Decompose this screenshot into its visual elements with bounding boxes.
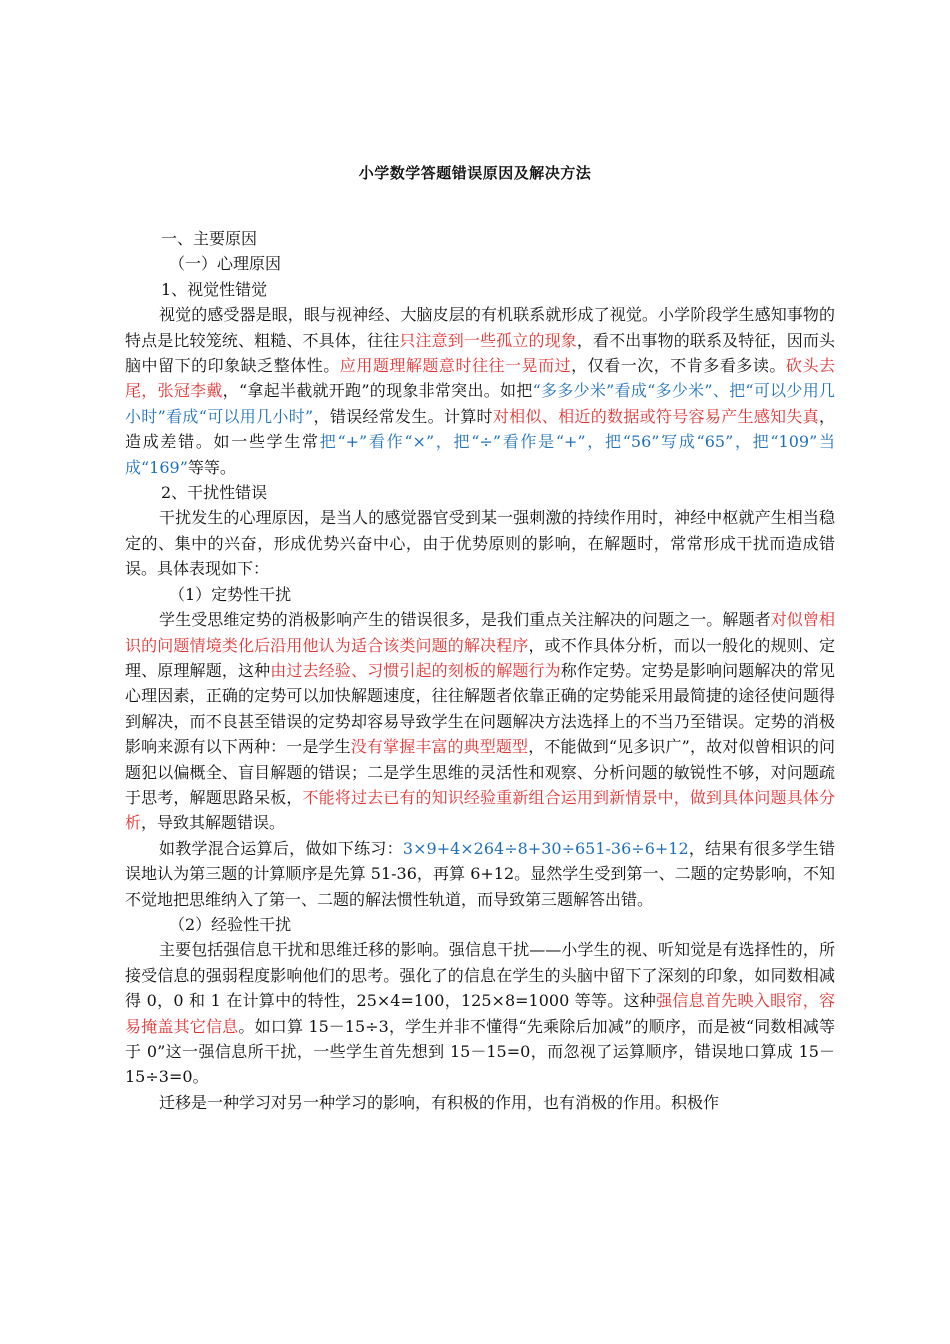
- text-run: 。如口算 15－15÷3，学生并非不懂得“先乘除后加减”的顺序，而是被“同数相减等于 0”这一强信息所干扰，一些学生首先想到 15－15=0，而忽视了运算顺序，错误地口算成 15－15÷3=0。: [125, 1016, 835, 1087]
- section-heading-main-reasons: 一、主要原因: [161, 229, 258, 248]
- text-run: 等等。: [187, 457, 236, 477]
- section-heading-experience-interference: （2）经验性干扰: [169, 914, 292, 934]
- highlight-red: 砍头去尾，张冠李戴: [125, 356, 835, 401]
- text-run: ，看不出事物的联系及特征，因而头脑中留下的印象缺乏整体性。: [125, 330, 835, 376]
- text-run: ，结果有很多学生错误地认为第三题的计算顺序是先算 51-36，再算 6+12。显然学生受到第一、二题的定势影响，不知不觉地把思维纳入了第一、二题的解法惯性轨道，而导致第三题解答出错。: [125, 838, 835, 909]
- highlight-red: 对似曾相识的问题情境类化后沿用他认为适合该类问题的解决程序: [125, 610, 835, 655]
- document-title: 小学数学答题错误原因及解决方法: [358, 164, 592, 182]
- paragraph-transfer: 迁移是一种学习对另一种学习的影响，有积极的作用，也有消极的作用。积极作: [159, 1092, 720, 1112]
- document-body: [125, 226, 835, 1115]
- paragraph-interference-intro: 干扰发生的心理原因，是当人的感觉器官受到某一强刺激的持续作用时，神经中枢就产生相当稳定的、集中的兴奋，形成优势兴奋中心，由于优势原则的影响，在解题时，常常形成干扰而造成错误。具体表现如下：: [125, 508, 835, 579]
- paragraph-experience-interference: [125, 937, 835, 1089]
- highlight-red: 没有掌握丰富的典型题型: [350, 737, 529, 757]
- text-run: ，仅看一次，不肯多看多读。: [571, 356, 786, 376]
- highlight-blue: 把“+”看作“×”，把“÷”看作是“+”，把“56”写成“65”，把“109”当成“169”: [125, 432, 835, 477]
- text-run: ，造成差错。如一些学生常: [125, 406, 835, 452]
- text-run: ，“拿起半截就开跑”的现象非常突出。如把: [222, 381, 533, 401]
- highlight-red: 对相似、相近的数据或符号容易产生感知失真: [492, 406, 819, 426]
- text-run: ，导致其解题错误。: [141, 813, 286, 833]
- highlight-red: 强信息首先映入眼帘，容易掩盖其它信息: [125, 991, 835, 1036]
- text-run: ，或不作具体分析，而以一般化的规则、定理、原理解题，这种: [125, 635, 835, 680]
- highlight-red: 不能将过去已有的知识经验重新组合运用到新情景中，做到具体问题具体分析: [125, 787, 835, 833]
- highlight-red: 只注意到一些孤立的现象: [399, 330, 577, 350]
- highlight-red: 应用题理解题意时往往一晃而过: [339, 356, 572, 376]
- text-run: 主要包括强信息干扰和思维迁移的影响。强信息干扰——小学生的视、听知觉是有选择性的，所接受信息的强弱程度影响他们的思考。强化了的信息在学生的头脑中留下了深刻的印象，如同数相减得 0，0 和 1 在计算中的特性，25×4=100，125×8=1000 等等。这种: [125, 940, 835, 1011]
- section-heading-visual-illusion: 1、视觉性错觉: [161, 279, 268, 299]
- section-heading-interference: 2、干扰性错误: [161, 483, 268, 503]
- text-run: 如教学混合运算后，做如下练习：: [159, 838, 403, 858]
- section-heading-set-interference: （1）定势性干扰: [169, 584, 292, 604]
- text-run: 称作定势。定势是影响问题解决的常见心理因素，正确的定势可以加快解题速度，往往解题者依靠正确的定势能采用最简捷的途径使问题得到解决，而不良甚至错误的定势却容易导致学生在问题解决方法选择上的不当乃至错误。定势的消极影响来源有以下两种：一是学生: [125, 660, 835, 757]
- text-run: ，不能做到“见多识广”，故对似曾相识的问题犯以偏概全、盲目解题的错误；二是学生思维的灵活性和观察、分析问题的敏锐性不够，对问题疏于思考，解题思路呆板，: [125, 737, 835, 807]
- text-run: ，错误经常发生。计算时: [313, 406, 493, 426]
- text-run: 学生受思维定势的消极影响产生的错误很多，是我们重点关注解决的问题之一。解题者: [159, 610, 771, 630]
- text-run: 视觉的感受器是眼，眼与视神经、大脑皮层的有机联系就形成了视觉。小学阶段学生感知事物的特点是比较笼统、粗糙、不具体，往往: [125, 305, 835, 350]
- highlight-blue: 3×9+4×264÷8+30÷651-36÷6+12: [402, 838, 689, 858]
- section-heading-psychological: （一）心理原因: [169, 254, 282, 274]
- paragraph-visual-illusion: [125, 302, 835, 480]
- paragraph-mixed-operation-example: [125, 836, 835, 912]
- highlight-blue: “多多少米”看成“多少米”、把“可以少用几小时”看成“可以用几小时”: [125, 381, 835, 426]
- paragraph-set-interference: [125, 607, 835, 836]
- highlight-red: 由过去经验、习惯引起的刻板的解题行为: [270, 660, 561, 680]
